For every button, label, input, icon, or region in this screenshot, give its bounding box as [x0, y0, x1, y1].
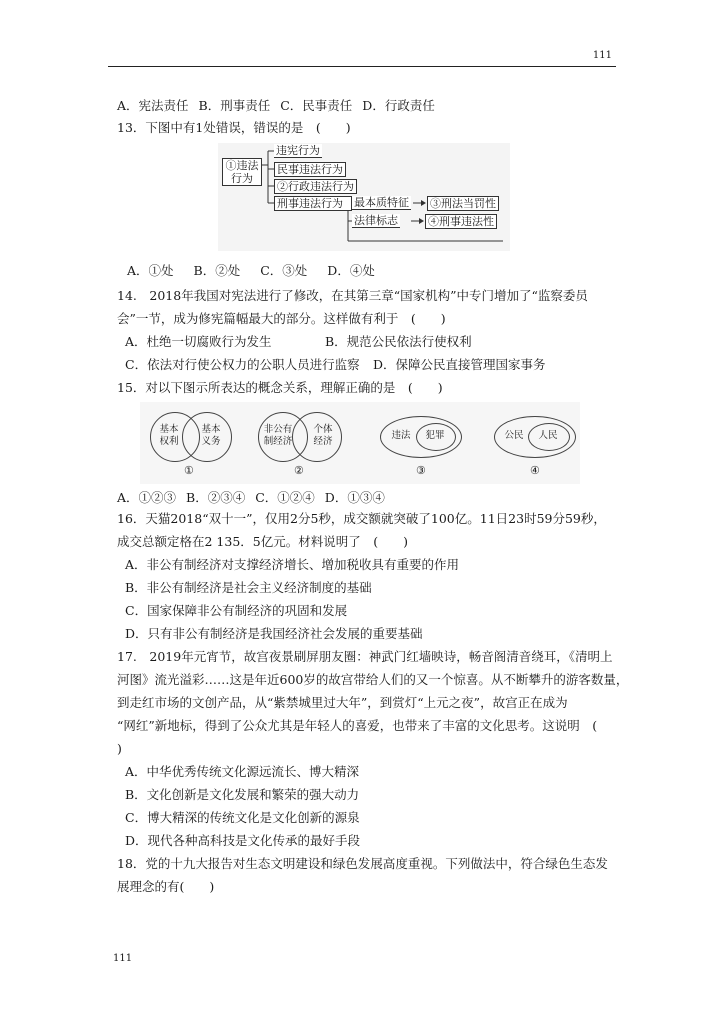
q15-fig2-label-b: 个体 经济: [313, 424, 333, 447]
q13-branch-1: 违宪行为: [276, 144, 320, 157]
q15-fig1-label-a: 基本 权利: [159, 424, 179, 447]
q13-sign-value: ④刑事违法性: [425, 214, 497, 229]
q12-option-a: A．宪法责任: [117, 98, 189, 113]
page-footer-number: 111: [113, 953, 133, 964]
q15-fig3-number: ③: [416, 464, 426, 477]
q15-fig2-number: ②: [294, 464, 304, 477]
q17-option-b: B．文化创新是文化发展和繁荣的强大动力: [125, 787, 360, 802]
q15-fig3-label-b: 犯罪: [425, 430, 445, 441]
q15-fig1-label-b: 基本 义务: [201, 424, 221, 447]
q18-stem-2: 展理念的有( ): [117, 879, 215, 894]
q13-stem: 13．下图中有1处错误，错误的是 ( ): [117, 120, 351, 135]
q15-option-b: B．②③④: [186, 490, 246, 505]
q13-feature-label: 最本质特征: [354, 196, 409, 209]
q13-options: [127, 261, 385, 279]
q15-options: [117, 488, 395, 506]
q17-option-c: C．博大精深的传统文化是文化创新的源泉: [125, 810, 360, 825]
page-header-number: 111: [592, 50, 612, 61]
q15-fig1-number: ①: [184, 464, 194, 477]
q13-root-label: ①违法: [225, 159, 259, 172]
q17-stem-2: 河图》流光溢彩……这是年近600岁的故宫带给人们的又一个惊喜。从不断攀升的游客数量，: [117, 672, 629, 687]
q18-stem-1: 18．党的十九大报告对生态文明建设和绿色发展高度重视。下列做法中，符合绿色生态发: [117, 856, 608, 871]
q12-option-d: D．行政责任: [362, 98, 435, 113]
q13-option-a: A．①处: [127, 263, 174, 278]
q12-option-b: B．刑事责任: [198, 98, 271, 113]
q14-option-b: B．规范公民依法行使权利: [325, 334, 472, 349]
q14-stem-1: 14. 2018年我国对宪法进行了修改，在其第三章“国家机构”中专门增加了“监察委员: [117, 288, 588, 303]
q16-stem-1: 16．天猫2018“双十一”，仅用2分5秒，成交额就突破了100亿。11日23时59分59秒，: [117, 511, 606, 526]
q14-option-d: D．保障公民直接管理国家事务: [373, 357, 546, 372]
q15-fig4-label-a: 公民: [504, 430, 524, 441]
q13-sign-label: 法律标志: [354, 214, 398, 227]
q16-option-c: C．国家保障非公有制经济的巩固和发展: [125, 603, 348, 618]
q16-stem-2: 成交总额定格在2 135．5亿元。材料说明了 ( ): [117, 534, 408, 549]
q12-option-c: C．民事责任: [280, 98, 353, 113]
q13-option-c: C．③处: [260, 263, 308, 278]
q13-branch-3: ②行政违法行为: [274, 179, 357, 194]
q17-option-d: D．现代各种高科技是文化传承的最好手段: [125, 833, 361, 848]
q13-option-d: D．④处: [327, 263, 375, 278]
q15-stem: 15．对以下图示所表达的概念关系，理解正确的是 ( ): [117, 380, 443, 395]
q15-fig3-label-a: 违法: [391, 430, 411, 441]
q15-option-d: D．①③④: [324, 490, 385, 505]
q16-option-d: D．只有非公有制经济是我国经济社会发展的重要基础: [125, 626, 423, 641]
q13-root-box: [222, 158, 262, 186]
q17-stem-5: ): [117, 741, 122, 756]
q14-option-c: C．依法对行使公权力的公职人员进行监察: [125, 357, 360, 372]
q17-option-a: A．中华优秀传统文化源远流长、博大精深: [125, 764, 360, 779]
q15-fig4-label-b: 人民: [538, 430, 558, 441]
q13-feature-value: ③刑法当罚性: [427, 196, 499, 211]
q15-fig2-label-a: 非公有 制经济: [263, 424, 293, 447]
q17-stem-1: 17. 2019年元宵节，故宫夜景刷屏朋友圈：神武门红墙映诗，畅音阁清音绕耳，《清明上: [117, 649, 613, 664]
q16-option-a: A．非公有制经济对支撑经济增长、增加税收具有重要的作用: [125, 557, 460, 572]
q14-option-a: A．杜绝一切腐败行为发生: [125, 334, 272, 349]
q13-figure: [218, 143, 510, 251]
q17-stem-4: “网红”新地标，得到了公众尤其是年轻人的喜爱，也带来了丰富的文化思考。这说明 (: [117, 718, 598, 733]
q17-stem-3: 到走红市场的文创产品，从“紫禁城里过大年”，到赏灯“上元之夜”，故宫正在成为: [117, 695, 568, 710]
q13-branch-4: 刑事违法行为: [274, 196, 352, 211]
q13-branch-2: 民事违法行为: [274, 162, 346, 177]
q12-options: [117, 96, 445, 114]
q15-option-c: C．①②④: [255, 490, 315, 505]
q15-figures: [140, 402, 580, 484]
q13-option-b: B．②处: [193, 263, 241, 278]
q15-option-a: A．①②③: [117, 490, 177, 505]
q16-option-b: B．非公有制经济是社会主义经济制度的基础: [125, 580, 372, 595]
q13-root-label-2: 行为: [231, 172, 253, 185]
q14-stem-2: 会”一节，成为修宪篇幅最大的部分。这样做有利于 ( ): [117, 311, 446, 326]
header-rule: [108, 66, 616, 67]
q15-fig4-number: ④: [530, 464, 540, 477]
